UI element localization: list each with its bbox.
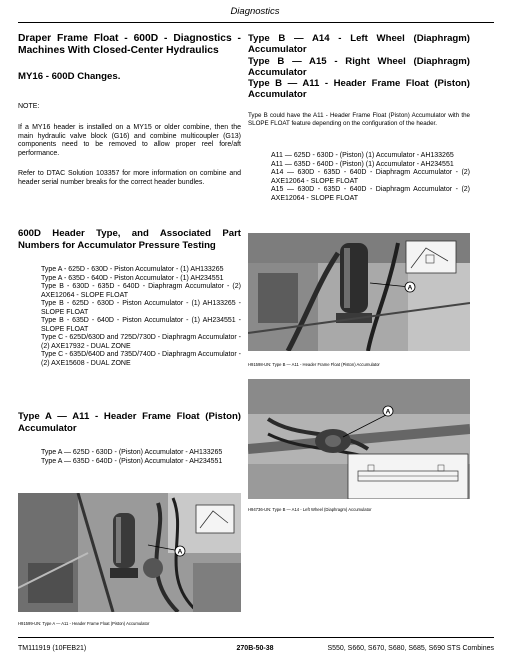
section2-list (41, 266, 241, 369)
right-heading-line-2: Type B — A15 - Right Wheel (Diaphragm) Accumulator (248, 55, 470, 78)
photo-diaphragm-accumulator-type-b (248, 379, 470, 499)
header-divider (18, 22, 494, 23)
subheading (18, 71, 241, 82)
note-label (18, 103, 241, 112)
right-intro-paragraph (248, 112, 470, 127)
list-item: A14 — 630D - 635D - 640D - Diaphragm Accumulator - (2) AXE12064 - SLOPE FLOAT (271, 169, 470, 185)
footer-page-number-text: 270B-50-38 (236, 645, 274, 652)
main-heading (18, 33, 241, 57)
photo-piston-accumulator-type-b (248, 233, 470, 351)
section3-list (41, 449, 241, 466)
note-label-text: NOTE: (18, 103, 40, 110)
list-item: Type A - 635D - 640D - Piston Accumulator - (1) AH234551 (41, 274, 224, 282)
list-item: Type B - 635D - 640D - Piston Accumulator - (1) AH234551 - SLOPE FLOAT (41, 317, 241, 333)
footer-divider (18, 637, 494, 638)
right-heading-line-3: Type B — A11 - Header Frame Float (Piston) Accumulator (248, 78, 470, 101)
list-item: Type A — 625D - 630D - (Piston) Accumulator - AH133265 (41, 449, 223, 456)
section2-heading (18, 228, 241, 251)
callout-a-label: A (407, 284, 413, 292)
main-heading-text: Draper Frame Float - 600D - Diagnostics - Machines With Closed-Center Hydraulics (18, 33, 241, 56)
callout-a-label: A (385, 408, 391, 416)
right-list (271, 152, 470, 203)
figure-caption-right-1: H91598-UN: Type B — A11 - Header Frame Float (Piston) Accumulator (248, 362, 380, 367)
footer-models: S550, S660, S670, S680, S685, S690 STS Combines (327, 645, 494, 652)
list-item: Type C - 625D/630D and 725D/730D - Diaphragm Accumulator - (2) AXE17932 - DUAL ZONE (41, 334, 241, 350)
refer-text: Refer to DTAC Solution 103357 for more information on combine and header serial number breaks for the correct header bundles. (18, 170, 241, 186)
list-item: Type C - 635D/640D and 735D/740D - Diaphragm Accumulator - (2) AXE15608 - DUAL ZONE (41, 351, 241, 368)
list-item: Type B - 625D - 630D - Piston Accumulator - (1) AH133265 - SLOPE FLOAT (41, 300, 241, 316)
list-item: A15 — 630D - 635D - 640D - Diaphragm Accumulator - (2) AXE12064 - SLOPE FLOAT (271, 186, 470, 202)
section2-heading-text: 600D Header Type, and Associated Part Numbers for Accumulator Pressure Testing (18, 228, 241, 251)
section3-heading (18, 411, 241, 434)
refer-paragraph (18, 170, 241, 187)
list-item: Type B - 630D - 635D - 640D - Diaphragm Accumulator - (2) AXE12064 - SLOPE FLOAT (41, 283, 241, 299)
right-heading-line-1: Type B — A14 - Left Wheel (Diaphragm) Accumulator (248, 33, 470, 56)
right-intro-text: Type B could have the A11 - Header Frame Float (Piston) Accumulator with the SLOPE FLOAT feature depending on the configuration of the header. (248, 112, 470, 127)
footer-doc-id: TM111919 (10FEB21) (18, 645, 87, 652)
note-text: If a MY16 header is installed on a MY15 or older combine, then the main hydraulic valve block (G16) and combine multicoupler (G13) components need to be removed to allow proper reel fore/aft performance. (18, 124, 241, 157)
note-paragraph (18, 124, 241, 158)
photo-piston-accumulator-type-a (18, 493, 241, 612)
page-header-title: Diagnostics (230, 6, 280, 17)
list-item: Type A — 635D - 640D - (Piston) Accumulator - AH234551 (41, 457, 223, 465)
subheading-text: MY16 - 600D Changes. (18, 71, 121, 82)
callout-a-label: A (177, 548, 183, 556)
list-item: A11 — 625D - 630D - (Piston) (1) Accumulator - AH133265 (271, 152, 454, 159)
right-heading-block (248, 33, 470, 101)
list-item: A11 — 635D - 640D - (Piston) (1) Accumulator - AH234551 (271, 160, 454, 168)
figure-caption-left: H91599-UN: Type A — A11 - Header Frame Float (Piston) Accumulator (18, 621, 150, 626)
figure-caption-right-2: H94736-UN: Type B — A14 - Left Wheel (Diaphragm) Accumulator (248, 507, 372, 512)
section3-heading-text: Type A — A11 - Header Frame Float (Piston) Accumulator (18, 411, 241, 434)
list-item: Type A - 625D - 630D - Piston Accumulator - (1) AH133265 (41, 266, 224, 273)
